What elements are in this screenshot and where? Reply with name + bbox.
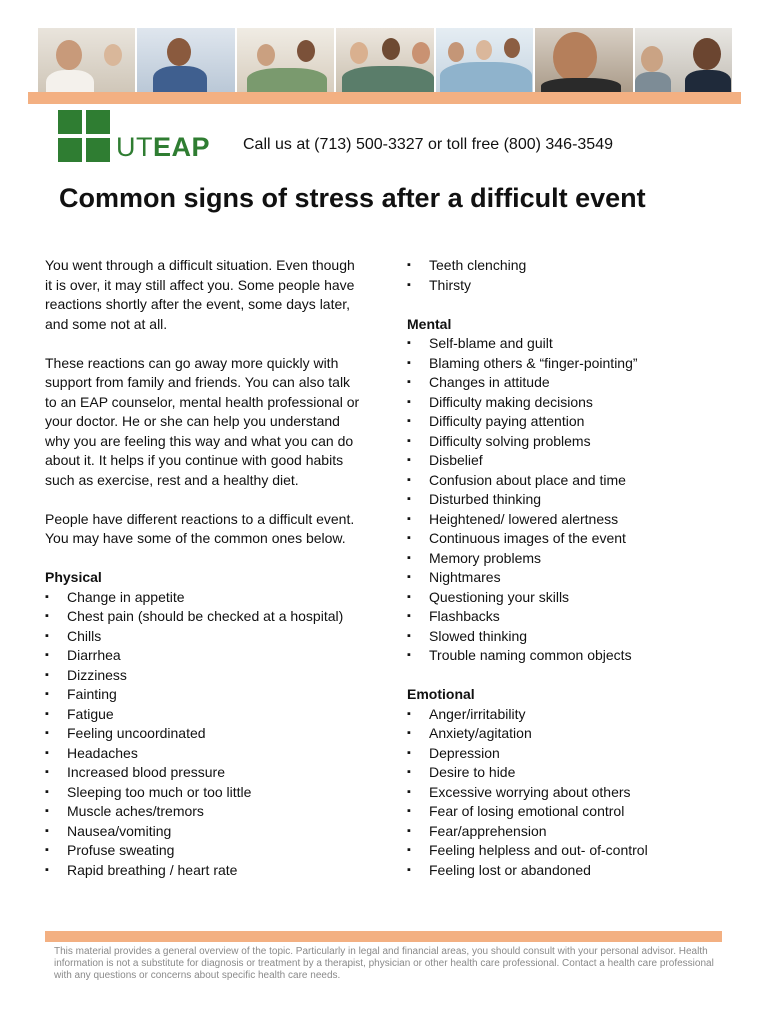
list-item: ▪ Fatigue bbox=[45, 705, 365, 725]
list-item: ▪ Trouble naming common objects bbox=[407, 646, 737, 666]
emotional-heading: Emotional bbox=[407, 686, 475, 702]
list-item: ▪ Chest pain (should be checked at a hospital) bbox=[45, 607, 365, 627]
list-item: ▪ Teeth clenching bbox=[407, 256, 737, 276]
list-item: ▪ Difficulty paying attention bbox=[407, 412, 737, 432]
list-item: ▪ Change in appetite bbox=[45, 588, 365, 608]
list-item: ▪ Difficulty making decisions bbox=[407, 393, 737, 413]
list-item: ▪ Muscle aches/tremors bbox=[45, 802, 365, 822]
footer-orange-bar bbox=[45, 931, 722, 942]
list-item: ▪ Feeling lost or abandoned bbox=[407, 861, 737, 881]
photo-workers-hardhat bbox=[635, 28, 732, 94]
brand-name bbox=[116, 132, 210, 163]
list-item: ▪ Blaming others & “finger-pointing” bbox=[407, 354, 737, 374]
list-item: ▪ Disturbed thinking bbox=[407, 490, 737, 510]
header-photo-strip bbox=[38, 28, 732, 94]
contact-phone: Call us at (713) 500-3327 or toll free (800) 346-3549 bbox=[243, 136, 613, 153]
intro-paragraph-1: You went through a difficult situation. Even though it is over, it may still affect you. Some people have reactions shortly after the event, some days later, and some not at all. bbox=[45, 257, 355, 332]
list-item: ▪ Difficulty solving problems bbox=[407, 432, 737, 452]
list-item: ▪ Heightened/ lowered alertness bbox=[407, 510, 737, 530]
list-item: ▪ Nausea/vomiting bbox=[45, 822, 365, 842]
list-item: ▪ Diarrhea bbox=[45, 646, 365, 666]
list-item: ▪ Chills bbox=[45, 627, 365, 647]
list-item: ▪ Profuse sweating bbox=[45, 841, 365, 861]
list-item: ▪ Depression bbox=[407, 744, 737, 764]
photo-man-working bbox=[137, 28, 234, 94]
brand-suffix: EAP bbox=[153, 132, 211, 162]
list-item: ▪ Sleeping too much or too little bbox=[45, 783, 365, 803]
list-item: ▪ Thirsty bbox=[407, 276, 737, 296]
list-item: ▪ Excessive worrying about others bbox=[407, 783, 737, 803]
list-item: ▪ Feeling helpless and out- of-control bbox=[407, 841, 737, 861]
right-column bbox=[407, 256, 737, 880]
emotional-list bbox=[407, 705, 737, 881]
list-item: ▪ Feeling uncoordinated bbox=[45, 724, 365, 744]
list-item: ▪ Anxiety/agitation bbox=[407, 724, 737, 744]
list-item: ▪ Rapid breathing / heart rate bbox=[45, 861, 365, 881]
mental-heading: Mental bbox=[407, 315, 452, 332]
physical-list bbox=[45, 588, 365, 881]
list-item: ▪ Slowed thinking bbox=[407, 627, 737, 647]
list-item: ▪ Nightmares bbox=[407, 568, 737, 588]
brand-prefix: UT bbox=[116, 132, 153, 162]
list-item: ▪ Headaches bbox=[45, 744, 365, 764]
list-item: ▪ Changes in attitude bbox=[407, 373, 737, 393]
list-item: ▪ Flashbacks bbox=[407, 607, 737, 627]
physical-heading: Physical bbox=[45, 569, 102, 585]
photo-office-group bbox=[237, 28, 334, 94]
uteap-logo-icon bbox=[58, 110, 110, 162]
left-column bbox=[45, 256, 365, 880]
photo-young-man bbox=[535, 28, 632, 94]
list-item: ▪ Continuous images of the event bbox=[407, 529, 737, 549]
list-item: ▪ Dizziness bbox=[45, 666, 365, 686]
intro-paragraph-2: These reactions can go away more quickly with support from family and friends. You can also talk to an EAP counselor, mental health professional or your doctor. He or she can help you understand why you are feeling this way and what you can do about it. It helps if you continue with good habits such as exercise, rest and a healthy diet. bbox=[45, 354, 360, 488]
page-title: Common signs of stress after a difficult event bbox=[59, 183, 646, 213]
list-item: ▪ Disbelief bbox=[407, 451, 737, 471]
list-item: ▪ Memory problems bbox=[407, 549, 737, 569]
mental-list bbox=[407, 334, 737, 666]
intro-paragraph-3: People have different reactions to a difficult event. You may have some of the common ones below. bbox=[45, 510, 355, 546]
list-item: ▪ Increased blood pressure bbox=[45, 763, 365, 783]
list-item: ▪ Fainting bbox=[45, 685, 365, 705]
disclaimer-text: This material provides a general overview of the topic. Particularly in legal and financial areas, you should consult with your personal advisor. Health information is not a substitute for diagnosis or treatment by a therapist, physician or other health care professional. Contact a health care professional with any questions or concerns about specific health care needs. bbox=[54, 946, 714, 981]
list-item: ▪ Questioning your skills bbox=[407, 588, 737, 608]
list-item: ▪ Fear/apprehension bbox=[407, 822, 737, 842]
photo-team-meeting bbox=[336, 28, 433, 94]
photo-woman-smiling bbox=[38, 28, 135, 94]
photo-medical-staff bbox=[436, 28, 533, 94]
header-orange-bar bbox=[28, 92, 741, 104]
physical-list-continued bbox=[407, 256, 737, 295]
list-item: ▪ Confusion about place and time bbox=[407, 471, 737, 491]
list-item: ▪ Anger/irritability bbox=[407, 705, 737, 725]
list-item: ▪ Self-blame and guilt bbox=[407, 334, 737, 354]
list-item: ▪ Fear of losing emotional control bbox=[407, 802, 737, 822]
list-item: ▪ Desire to hide bbox=[407, 763, 737, 783]
